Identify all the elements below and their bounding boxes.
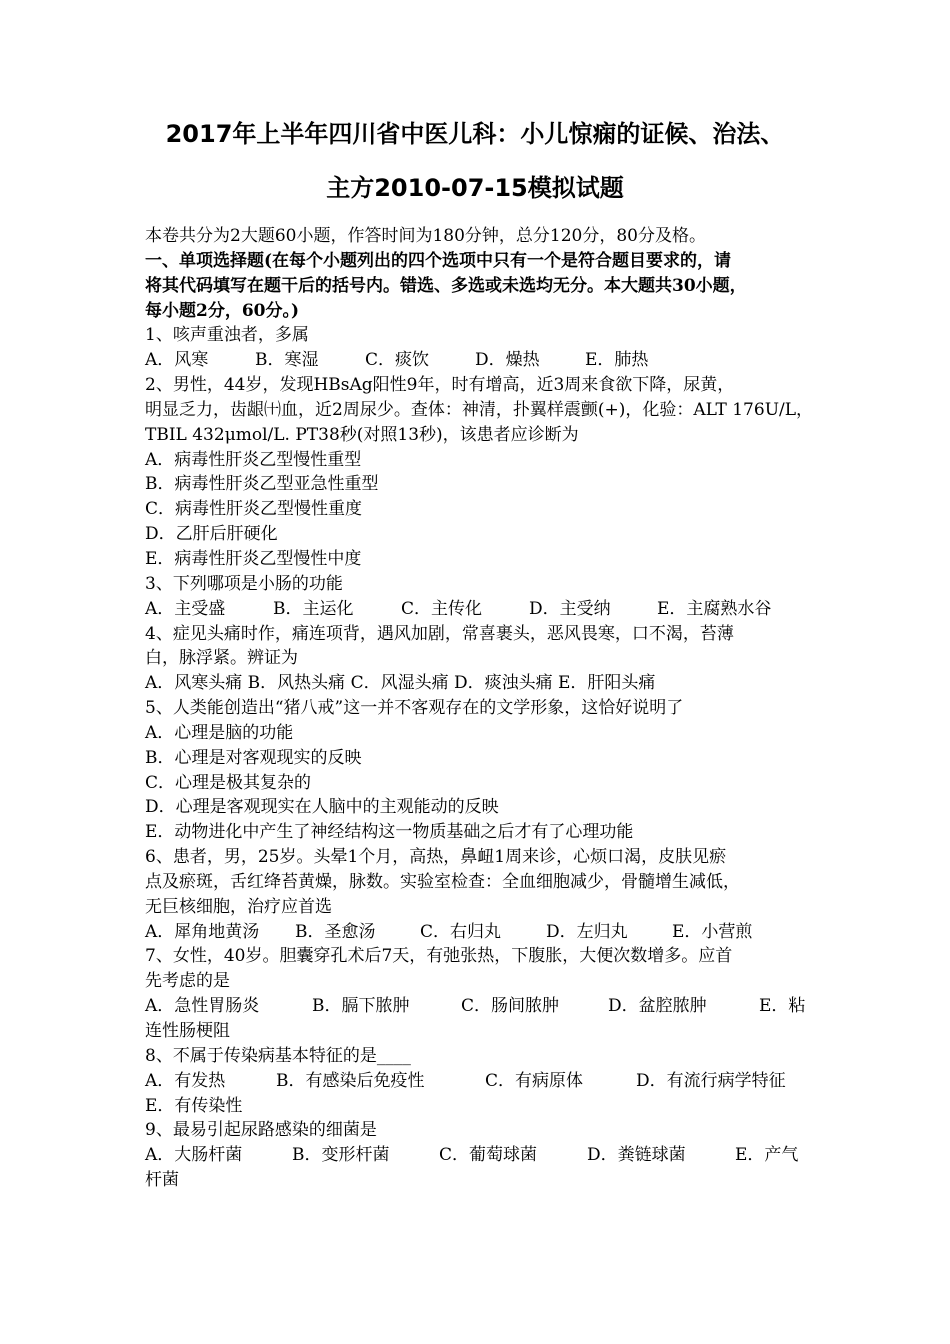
- section-heading-line-3: 每小题2分，60分。): [145, 300, 300, 321]
- q8-option-b: B．有感染后免疫性: [276, 1070, 425, 1091]
- q9-option-d: D．粪链球菌: [587, 1145, 686, 1166]
- q9-option-e: E．产气: [735, 1145, 799, 1166]
- q3-option-b: B．主运化: [273, 598, 354, 619]
- q9-option-b: B．变形杆菌: [292, 1145, 390, 1166]
- question-4-options: A．风寒头痛 B．风热头痛 C．风湿头痛 D．痰浊头痛 E．肝阳头痛: [145, 673, 656, 694]
- question-7-options-continued: 连性肠梗阻: [145, 1021, 230, 1041]
- q5-option-a: A．心理是脑的功能: [145, 722, 294, 743]
- question-9-options: [145, 1143, 810, 1168]
- section-heading-line-2: 将其代码填写在题干后的括号内。错选、多选或未选均无分。本大题共30小题，: [145, 275, 747, 296]
- q1-option-c: C．痰饮: [365, 350, 430, 371]
- q5-option-b: B．心理是对客观现实的反映: [145, 747, 362, 768]
- q7-option-e: E．粘: [759, 996, 806, 1017]
- question-2-stem-line-3: TBIL 432μmol/L. PT38秒(对照13秒)，该患者应诊断为: [145, 424, 579, 445]
- q8-option-d: D．有流行病学特征: [636, 1070, 786, 1091]
- q1-option-a: A．风寒: [145, 350, 209, 371]
- q7-option-d: D．盆腔脓肿: [608, 996, 707, 1017]
- q2-option-e: E．病毒性肝炎乙型慢性中度: [145, 548, 362, 569]
- q3-option-a: A．主受盛: [145, 598, 226, 619]
- q8-option-a: A．有发热: [145, 1070, 226, 1091]
- q1-option-d: D．燥热: [475, 350, 540, 371]
- q2-option-a: A．病毒性肝炎乙型慢性重型: [145, 449, 362, 470]
- question-9-stem: 9、最易引起尿路感染的细菌是: [145, 1120, 377, 1141]
- question-4-stem-line-1: 4、症见头痛时作，痛连项背，遇风加剧，常喜裹头，恶风畏寒，口不渴，苔薄: [145, 623, 734, 644]
- question-9-options-continued: 杆菌: [145, 1170, 179, 1191]
- q6-option-c: C．右归丸: [420, 921, 502, 942]
- question-6-stem-line-2: 点及瘀斑，舌红绛苔黄燥，脉数。实验室检查：全血细胞减少，骨髓增生减低，: [145, 871, 740, 892]
- q9-option-a: A．大肠杆菌: [145, 1145, 243, 1166]
- question-1-options: [145, 348, 810, 373]
- question-7-stem-line-1: 7、女性，40岁。胆囊穿孔术后7天，有弛张热，下腹胀，大便次数增多。应首: [145, 946, 733, 967]
- question-2-stem-line-1: 2、男性，44岁，发现HBsAg阳性9年，时有增高，近3周来食欲下降，尿黄，: [145, 375, 735, 396]
- question-6-stem-line-1: 6、患者，男，25岁。头晕1个月，高热，鼻衄1周来诊，心烦口渴，皮肤见瘀: [145, 847, 727, 868]
- q1-option-e: E．肺热: [585, 350, 649, 371]
- q5-option-e: E．动物进化中产生了神经结构这一物质基础之后才有了心理功能: [145, 822, 634, 843]
- q3-option-d: D．主受纳: [529, 598, 611, 619]
- q8-option-c: C．有病原体: [485, 1070, 584, 1091]
- title-line-2: 主方2010-07-15模拟试题: [326, 174, 624, 202]
- q2-option-b: B．病毒性肝炎乙型亚急性重型: [145, 474, 379, 495]
- document-body: [145, 224, 814, 1193]
- question-1-stem: 1、咳声重浊者，多属: [145, 325, 309, 346]
- question-5-stem: 5、人类能创造出“猪八戒”这一并不客观存在的文学形象，这恰好说明了: [145, 698, 684, 719]
- question-2-stem-line-2: 明显乏力，齿龈㈩血，近2周尿少。查体：神清，扑翼样震颤(+)，化验：ALT 176U/L，: [145, 399, 814, 420]
- q2-option-d: D．乙肝后肝硬化: [145, 524, 278, 545]
- q9-option-c: C．葡萄球菌: [439, 1145, 538, 1166]
- q7-option-b: B．膈下脓肿: [312, 996, 410, 1017]
- q7-option-a: A．急性胃肠炎: [145, 996, 260, 1017]
- title-line-1: 2017年上半年四川省中医儿科：小儿惊痫的证候、治法、: [165, 120, 785, 148]
- q5-option-d: D．心理是客观现实在人脑中的主观能动的反映: [145, 797, 499, 818]
- section-heading-line-1: 一、单项选择题(在每个小题列出的四个选项中只有一个是符合题目要求的，请: [145, 250, 732, 271]
- q2-option-c: C．病毒性肝炎乙型慢性重度: [145, 499, 363, 520]
- question-8-options: [145, 1069, 810, 1094]
- q6-option-b: B．圣愈汤: [295, 921, 376, 942]
- question-8-stem: 8、不属于传染病基本特征的是____: [145, 1045, 411, 1066]
- q5-option-c: C．心理是极其复杂的: [145, 772, 312, 793]
- question-6-options: [145, 920, 810, 945]
- question-3-stem: 3、下列哪项是小肠的功能: [145, 573, 343, 594]
- question-6-stem-line-3: 无巨核细胞，治疗应首选: [145, 896, 332, 917]
- question-4-stem-line-2: 白，脉浮紧。辨证为: [145, 648, 298, 669]
- q6-option-e: E．小营煎: [672, 921, 753, 942]
- q6-option-a: A．犀角地黄汤: [145, 921, 260, 942]
- question-7-stem-line-2: 先考虑的是: [145, 971, 230, 992]
- question-8-options-continued: E．有传染性: [145, 1095, 243, 1116]
- q3-option-c: C．主传化: [401, 598, 483, 619]
- q7-option-c: C．肠间脓肿: [461, 996, 560, 1017]
- question-3-options: [145, 597, 810, 622]
- q6-option-d: D．左归丸: [546, 921, 628, 942]
- intro-text: 本卷共分为2大题60小题，作答时间为180分钟，总分120分，80分及格。: [145, 226, 706, 246]
- q1-option-b: B．寒湿: [255, 350, 319, 371]
- question-7-options: [145, 994, 810, 1019]
- q3-option-e: E．主腐熟水谷: [657, 598, 772, 619]
